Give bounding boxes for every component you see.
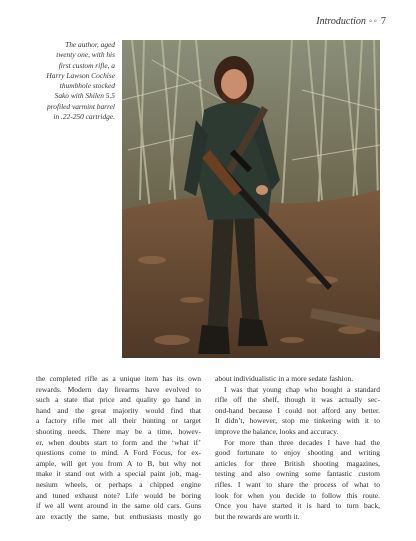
text-line: such a state that price and quality go hand in [36,395,201,405]
text-line: look for when you decide to follow this route. [215,490,380,500]
text-line: if we all went around in the same old cars. Guns [36,501,201,511]
running-head [316,16,386,27]
text-line: ample, will get you from A to B, but why not [36,458,201,468]
text-line: make it stand out with a special paint job, mag- [36,469,201,479]
text-line: nesium wheels, or perhaps a chipped engine [36,479,201,489]
text-line: questions come to mind. A Ford Focus, for ex- [36,448,201,458]
body-column-right [215,374,380,522]
text-line: hand and the great majority would find that [36,405,201,415]
text-line: a factory rifle met all their hunting or target [36,416,201,426]
author-photo-illustration [122,40,380,358]
caption-line: twenty one, with his [56,50,115,60]
text-line: er, when doubts start to form and the ‘what if’ [36,437,201,447]
text-line: rifle off the shelf, though it was actually sec- [215,395,380,405]
text-line: It didn’t, however, stop me tinkering with it to [215,416,380,426]
text-line: shooting needs. There may be a time, howev- [36,426,201,436]
photo-caption [36,40,115,122]
text-line: For more than three decades I have had the [224,437,380,447]
caption-line: The author, aged [65,40,115,49]
text-line: ond-hand because I could not afford any better. [215,405,380,415]
caption-line: Sako with Shilen 5.5 [54,91,115,101]
page-number: 7 [381,16,386,27]
text-line: articles for three British shooting magazines, [215,458,380,468]
text-line: good fortunate to enjoy shooting and writing [215,448,380,458]
section-title: Introduction [316,16,366,27]
text-line: improve the balance, looks and accuracy. [215,426,339,436]
text-line: rewards. Modern day firearms have evolved to [36,384,201,394]
author-photo [122,40,380,358]
text-line: testing and also owning some fantastic custom [215,469,380,479]
caption-line: Harry Lawson Cochise [46,70,115,80]
text-line: and tuned exhaust note? Life would be boring [36,490,201,500]
caption-line: thumbhole stocked [59,81,115,91]
text-line: rifles. I want to share the process of what to [215,479,380,489]
text-line: but the rewards are worth it. [215,511,300,521]
text-line: I was that young chap who bought a standard [224,384,380,394]
separator-ornament: ◦◦ [368,16,378,27]
text-line: the completed rifle as a unique item has its own [36,374,201,383]
text-line: Once you have started it is hard to turn back, [215,501,380,511]
caption-line: profiled varmint barrel [46,101,115,111]
text-line: are exactly the same, but enthusiasts mostly go [36,511,201,521]
body-column-left [36,374,201,522]
text-line: about individualistic in a more sedate fashion. [215,374,354,383]
caption-line: in .22-250 cartridge. [53,112,115,122]
caption-line: first custom rifle, a [58,60,115,70]
